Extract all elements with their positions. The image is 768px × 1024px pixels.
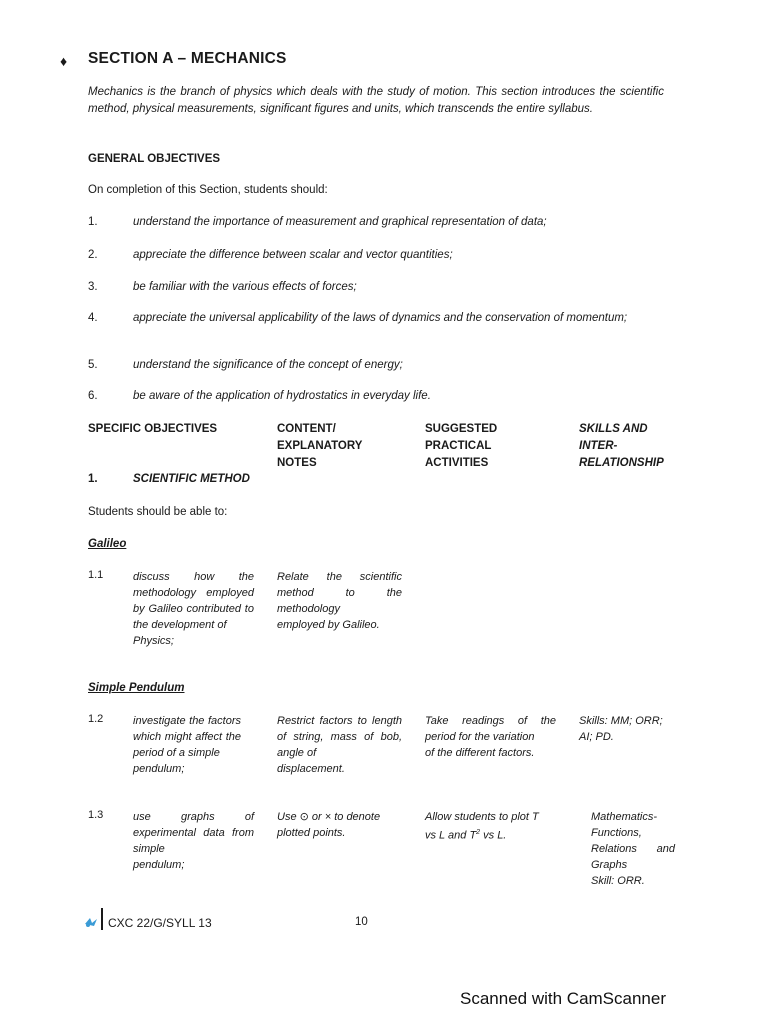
skills-line: AI; PD. bbox=[579, 731, 614, 743]
objective-text-last: pendulum; bbox=[133, 859, 185, 871]
students-able-text: Students should be able to: bbox=[88, 506, 228, 518]
practical-line: Allow students to plot T bbox=[425, 811, 539, 823]
scanner-watermark: Scanned with CamScanner bbox=[460, 989, 667, 1008]
practical-body: Take readings of the period for the variation bbox=[425, 715, 556, 743]
general-objectives-intro: On completion of this Section, students should: bbox=[88, 184, 328, 196]
objective-text-last: Physics; bbox=[133, 635, 174, 647]
cxc-logo-icon bbox=[84, 915, 98, 933]
header-line: RELATIONSHIP bbox=[579, 457, 664, 469]
objective-text bbox=[133, 809, 254, 873]
objective-text-body: discuss how the methodology employed by Galileo contributed to the development of bbox=[133, 571, 254, 631]
header-line: PRACTICAL bbox=[425, 440, 492, 452]
column-header-practical bbox=[425, 421, 497, 472]
header-line: CONTENT/ bbox=[277, 423, 336, 435]
practical-text: vs L and T bbox=[425, 829, 477, 842]
skills-line: Mathematics- bbox=[591, 811, 658, 823]
section-intro: Mechanics is the branch of physics which deals with the study of motion. This section introduces the scientific method, physical measurements, significant figures and units, which transcends the entire syllabus. bbox=[88, 86, 664, 115]
subheading-galileo: Galileo bbox=[88, 538, 127, 550]
item-text: understand the importance of measurement and graphical representation of data; bbox=[133, 216, 547, 228]
content-notes bbox=[277, 569, 402, 633]
practical-activities bbox=[425, 809, 565, 844]
item-number: 5. bbox=[88, 359, 98, 371]
item-text: be aware of the application of hydrostatics in everyday life. bbox=[133, 390, 431, 402]
header-line: SUGGESTED bbox=[425, 423, 498, 435]
skills-line: Skill: ORR. bbox=[591, 875, 645, 887]
objective-number: 1.3 bbox=[88, 809, 104, 821]
content-notes-last: employed by Galileo. bbox=[277, 619, 380, 631]
skills-line: Functions, bbox=[591, 827, 642, 839]
header-line: SKILLS AND bbox=[579, 423, 648, 435]
column-header-specific-objectives: SPECIFIC OBJECTIVES bbox=[88, 423, 218, 435]
section-title: SECTION A – MECHANICS bbox=[88, 50, 287, 67]
skills-line: Skills: MM; ORR; bbox=[579, 715, 663, 727]
item-number: 6. bbox=[88, 390, 98, 402]
footer-divider bbox=[101, 908, 103, 930]
header-line: ACTIVITIES bbox=[425, 457, 489, 469]
header-line: NOTES bbox=[277, 457, 317, 469]
topic-number: 1. bbox=[88, 473, 98, 485]
item-text: understand the significance of the concept of energy; bbox=[133, 359, 403, 371]
item-number: 3. bbox=[88, 281, 98, 293]
content-notes bbox=[277, 713, 402, 777]
header-line: INTER- bbox=[579, 440, 618, 452]
content-notes-last: displacement. bbox=[277, 763, 345, 775]
skills-line: Graphs bbox=[591, 859, 628, 871]
objective-text-last: pendulum; bbox=[133, 763, 185, 775]
section-bullet: ♦ bbox=[60, 53, 68, 69]
objective-text-body: use graphs of experimental data from simple bbox=[133, 811, 254, 855]
column-header-content bbox=[277, 421, 362, 472]
content-notes-body: Restrict factors to length of string, mass of bob, angle of bbox=[277, 715, 402, 759]
practical-text: vs L. bbox=[480, 829, 507, 842]
item-text: appreciate the difference between scalar and vector quantities; bbox=[133, 249, 453, 261]
footer-code: CXC 22/G/SYLL 13 bbox=[108, 916, 212, 930]
item-number: 4. bbox=[88, 312, 98, 324]
topic-title: SCIENTIFIC METHOD bbox=[133, 473, 250, 485]
header-line: EXPLANATORY bbox=[277, 440, 363, 452]
superscript-two: 2 bbox=[476, 829, 481, 836]
item-text: appreciate the universal applicability of the laws of dynamics and the conservation of momentum; bbox=[133, 312, 628, 324]
skills-interrelationship bbox=[579, 713, 679, 745]
skills-line: Relations and bbox=[591, 843, 675, 855]
item-number: 2. bbox=[88, 249, 98, 261]
page-number: 10 bbox=[355, 916, 368, 928]
objective-text bbox=[133, 569, 254, 649]
objective-number: 1.2 bbox=[88, 713, 104, 725]
item-text: be familiar with the various effects of forces; bbox=[133, 281, 357, 293]
practical-last: of the different factors. bbox=[425, 747, 535, 759]
content-notes-body: Relate the scientific method to the methodology bbox=[277, 571, 402, 615]
item-number: 1. bbox=[88, 216, 98, 228]
content-notes: Use ⊙ or × to denote plotted points. bbox=[277, 811, 381, 839]
general-objectives-heading: GENERAL OBJECTIVES bbox=[88, 153, 221, 165]
objective-text-body: investigate the factors which might affect the period of a simple bbox=[133, 715, 241, 759]
subheading-simple-pendulum: Simple Pendulum bbox=[88, 682, 185, 694]
objective-text bbox=[133, 713, 241, 777]
column-header-skills bbox=[579, 421, 664, 472]
objective-number: 1.1 bbox=[88, 569, 104, 581]
practical-activities bbox=[425, 713, 556, 761]
skills-interrelationship bbox=[591, 809, 675, 889]
practical-line bbox=[425, 825, 565, 844]
